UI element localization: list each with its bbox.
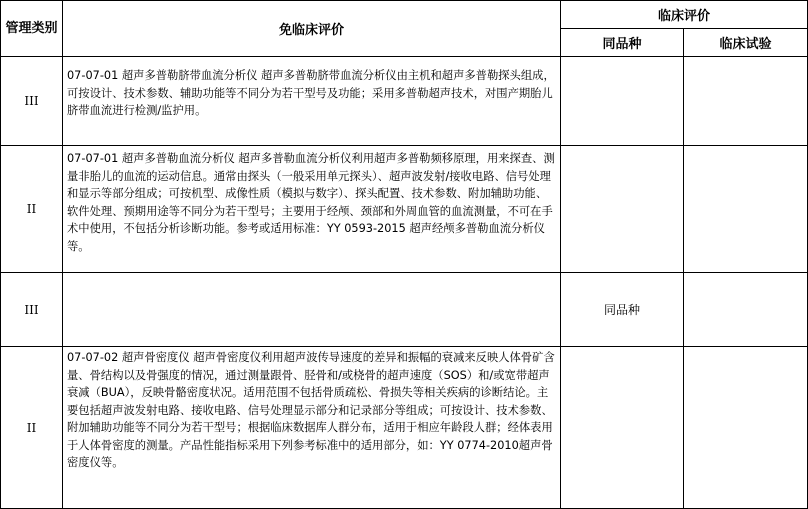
header-clinical-trial: 临床试验 [684, 29, 808, 57]
same-type-cell [561, 57, 684, 146]
clinical-trial-cell [684, 146, 808, 273]
header-exempt: 免临床评价 [63, 1, 561, 57]
same-type-cell [561, 347, 684, 509]
description-cell [63, 57, 561, 146]
table-row [1, 57, 808, 146]
clinical-trial-cell [684, 57, 808, 146]
description-text: 07-07-02 超声骨密度仪 超声骨密度仪利用超声波传导速度的差异和振幅的衰减来反映人体骨矿含量、骨结构以及骨强度的情况，通过测量跟骨、胫骨和/或桡骨的超声速度（SOS）和/或宽带超声衰减（BUA），反映骨骼密度状况。适用范围不包括骨质疏松、骨损失等相关疾病的诊断结论。主要包括超声波发射电路、接收电路、信号处理显示部分和记录部分等组成；可按设计、技术参数、附加辅助功能等不同分为若干型号；根据临床数据库人群分布，适用于相应年龄段人群；经体表用于人体骨密度的测量。产品性能指标采用下列参考标准中的适用部分，如：YY 0774-2010超声骨密度仪等。 [67, 351, 555, 469]
clinical-trial-cell [684, 347, 808, 509]
header-same-type: 同品种 [561, 29, 684, 57]
description-text [67, 273, 556, 283]
class-cell: II [1, 347, 63, 509]
description-text: 07-07-01 超声多普勒血流分析仪 超声多普勒血流分析仪利用超声多普勒频移原理，用来探查、测量非胎儿的血流的运动信息。通常由探头（一般采用单元探头）、超声波发射/接收电路、信号处理和显示等部分组成；可按机型、成像性质（模拟与数字）、探头配置、技术参数、附加辅助功能、软件处理、预期用途等不同分为若干型号；主要用于经颅、颈部和外周血管的血流测量，不可在手术中使用，不包括分析诊断功能。参考或适用标准：YY 0593-2015 超声经颅多普勒血流分析仪等。 [67, 152, 555, 253]
class-cell: III [1, 273, 63, 347]
table-row [1, 273, 808, 347]
class-cell: II [1, 146, 63, 273]
header-class: 管理类别 [1, 1, 63, 57]
same-type-cell: 同品种 [561, 273, 684, 347]
header-clinical: 临床评价 [561, 1, 808, 29]
description-cell [63, 273, 561, 347]
table-row [1, 347, 808, 509]
class-cell: III [1, 57, 63, 146]
clinical-trial-cell [684, 273, 808, 347]
same-type-cell [561, 146, 684, 273]
description-cell [63, 146, 561, 273]
table-row [1, 146, 808, 273]
description-text: 07-07-01 超声多普勒脐带血流分析仪 超声多普勒脐带血流分析仪由主机和超声多普勒探头组成，可按设计、技术参数、辅助功能等不同分为若干型号及功能；采用多普勒超声技术，对围产期胎儿脐带血流进行检测/监护用。 [67, 69, 555, 117]
description-cell [63, 347, 561, 509]
